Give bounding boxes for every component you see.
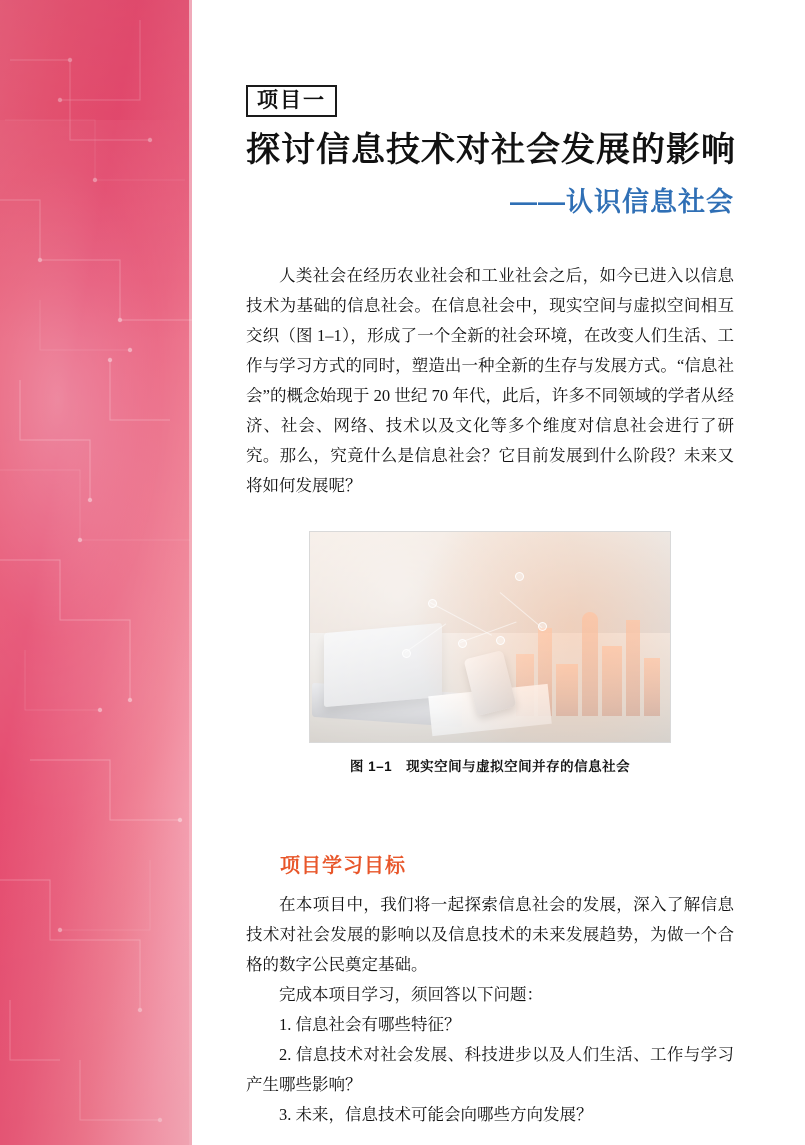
figure-haze — [310, 532, 670, 742]
figure-caption — [246, 755, 734, 775]
question-item: 1. 信息社会有哪些特征？ — [279, 1015, 461, 1035]
figure-1 — [246, 531, 734, 775]
page-subtitle: ——认识信息社会 — [510, 187, 734, 218]
figure-image — [309, 531, 671, 743]
question-item: 3. 未来，信息技术可能会向哪些方向发展？ — [279, 1105, 593, 1125]
intro-paragraph: 人类社会在经历农业社会和工业社会之后，如今已进入以信息技术为基础的信息社会。在信息社会中，现实空间与虚拟空间相互交织（图 1–1），形成了一个全新的社会环境，在改变人们生活、工作与学习方式的同时，塑造出一种全新的生存与发展方式。“信息社会”的概念始现于 20 世纪 70 年代，此后，许多不同领域的学者从经济、社会、网络、技术以及文化等多个维度对信息社会进行了研究。那么，究竟什么是信息社会？它目前发展到什么阶段？未来又将如何发展呢？ — [246, 266, 734, 496]
question-item: 2. 信息技术对社会发展、科技进步以及人们生活、工作与学习产生哪些影响？ — [246, 1045, 734, 1095]
section-heading-learning-goals: 项目学习目标 — [280, 855, 406, 878]
question-list — [246, 1010, 734, 1130]
subtitle-row — [246, 180, 734, 219]
figure-number: 图 1–1 — [349, 759, 393, 775]
figure-caption-text: 现实空间与虚拟空间并存的信息社会 — [406, 759, 631, 775]
section-paragraph-1: 在本项目中，我们将一起探索信息社会的发展，深入了解信息技术对社会发展的影响以及信息技术的未来发展趋势，为做一个合格的数字公民奠定基础。 — [246, 895, 734, 975]
project-label: 项目一 — [246, 85, 337, 117]
decorative-left-band — [0, 0, 192, 1145]
band-edge — [189, 0, 192, 1145]
intro-section — [246, 261, 734, 501]
page-title: 探讨信息技术对社会发展的影响 — [246, 131, 736, 169]
section-body — [246, 890, 734, 1130]
content-column — [246, 0, 734, 1145]
band-shading — [0, 0, 192, 1145]
section-paragraph-2: 完成本项目学习，须回答以下问题： — [279, 985, 543, 1005]
